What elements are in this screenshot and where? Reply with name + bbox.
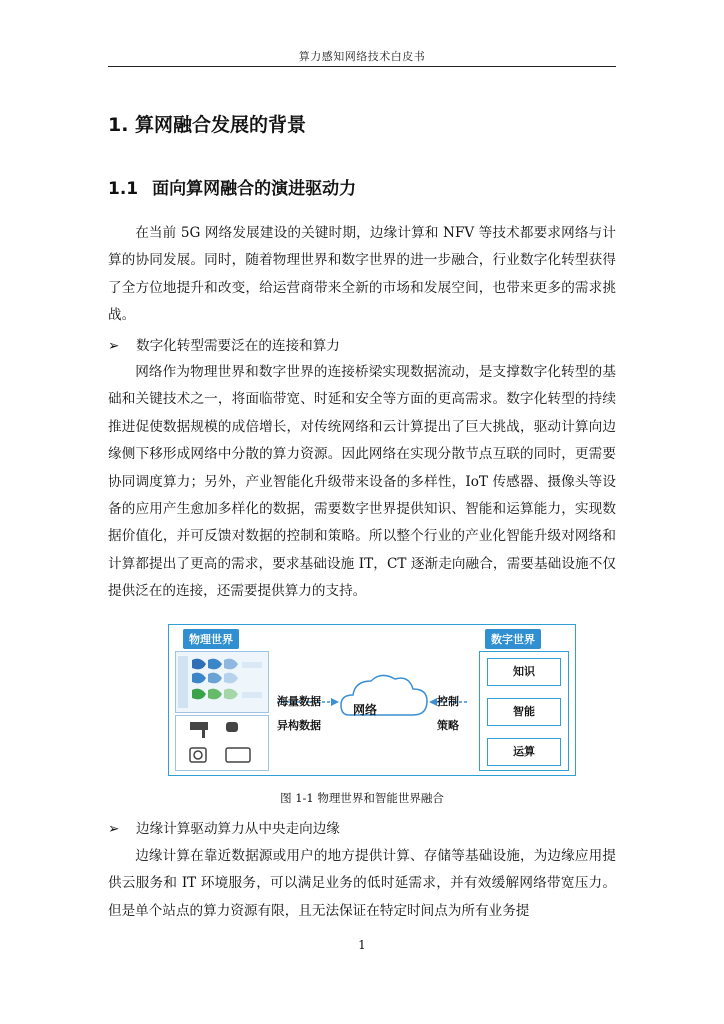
iot-icon [176,652,268,712]
paragraph-intro: 在当前 5G 网络发展建设的关键时期，边缘计算和 NFV 等技术都要求网络与计算的协同发展。同时，随着物理世界和数字世界的进一步融合，行业数字化转型获得了全方位地提升和改变，给运营商带来全新的市场和发展空间，也带来更多的需求挑战。 [108,225,616,324]
physical-world-label: 物理世界 [183,629,239,649]
page-number: 1 [358,938,366,952]
bullet-item [108,819,340,839]
figure-caption: 图 1-1 物理世界和智能世界融合 [280,791,444,805]
paragraph-edge-computing: 边缘计算在靠近数据源或用户的地方提供计算、存储等基础设施，为边缘应用提供云服务和 IT 环境服务，可以满足业务的低时延需求，并有效缓解网络带宽压力。但是单个站点的算力资源有限，且无法保证在特定时间点为所有业务提 [108,848,616,919]
subsection-heading [108,174,356,199]
arrow-bullet-icon: ➢ [108,821,120,837]
header-rule [108,66,616,67]
running-header: 算力感知网络技术白皮书 [298,50,426,63]
bullet-item [108,336,340,356]
section-heading: 1. 算网融合发展的背景 [108,114,307,136]
control-label: 控制 [437,695,459,708]
bullet-text: 数字化转型需要泛在的连接和算力 [136,338,340,354]
camera-sensor-icons [176,716,268,770]
digital-world-label: 数字世界 [485,629,541,649]
computing-item: 运算 [487,738,561,766]
bullet-text: 边缘计算驱动算力从中央走向边缘 [136,821,340,837]
figure-physical-digital [168,624,576,776]
strategy-label: 策略 [437,719,459,732]
arrow-bullet-icon: ➢ [108,338,120,354]
subsection-number: 1.1 [108,179,139,199]
iot-devices-illustration [175,651,269,713]
subsection-title: 面向算网融合的演进驱动力 [152,179,357,199]
digital-world-box [479,651,569,771]
heterogeneous-data-label: 异构数据 [277,719,321,732]
paragraph-digital-transformation: 网络作为物理世界和数字世界的连接桥梁实现数据流动，是支撑数字化转型的基础和关键技术之一，将面临带宽、时延和安全等方面的更高需求。数字化转型的持续推进促使数据规模的成倍增长，对传统网络和云计算提出了巨大挑战，驱动计算向边缘侧下移形成网络中分散的算力资源。因此网络在实现分散节点互联的同时，更需要协同调度算力；另外，产业智能化升级带来设备的多样性，IoT 传感器、摄像头等设备的应用产生愈加多样化的数据，需要数字世界提供知识、智能和运算能力，实现数据价值化，并可反馈对数据的控制和策略。所以整个行业的产业化智能升级对网络和计算都提出了更高的需求，要求基础设施 IT，CT 逐渐走向融合，需要基础设施不仅提供泛在的连接，还需要提供算力的支持。 [108,364,616,600]
intelligence-item: 智能 [487,698,561,726]
knowledge-item: 知识 [487,658,561,686]
mass-data-label: 海量数据 [277,695,321,708]
device-icons [175,715,269,771]
network-cloud-label: 网络 [353,703,378,717]
